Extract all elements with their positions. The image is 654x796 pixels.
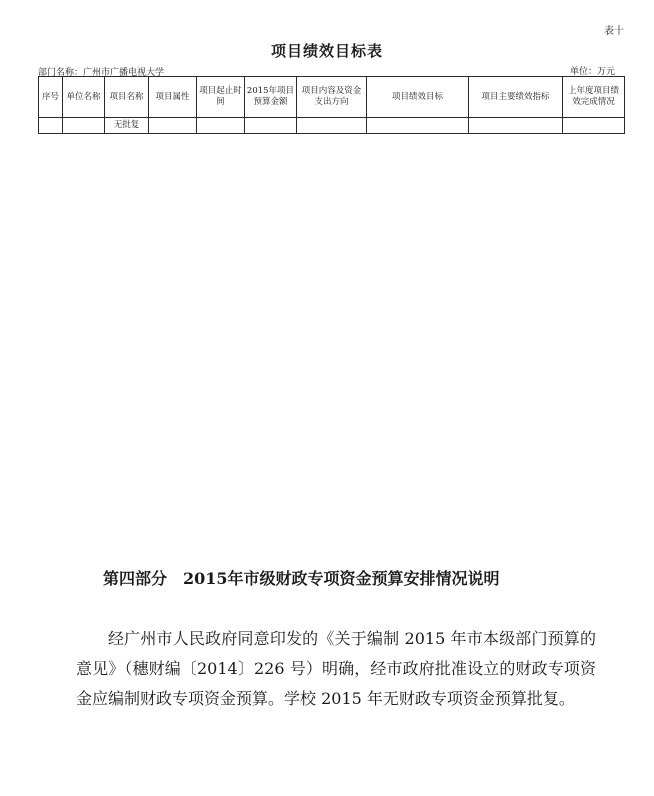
header-main-indicators: 项目主要绩效指标 bbox=[469, 77, 563, 118]
table-cell bbox=[563, 118, 625, 134]
table-cell bbox=[39, 118, 63, 134]
header-performance-target: 项目绩效目标 bbox=[367, 77, 469, 118]
table-header-row bbox=[39, 77, 625, 118]
header-content-direction: 项目内容及资金支出方向 bbox=[297, 77, 367, 118]
section-paragraph: 经广州市人民政府同意印发的《关于编制 2015 年市本级部门预算的意见》（穗财编〔2014〕226 号）明确，经市政府批准设立的财政专项资金应编制财政专项资金预算。学校 2015 年无财政专项资金预算批复。 bbox=[76, 629, 596, 708]
table-cell bbox=[197, 118, 245, 134]
header-project-period: 项目起止时间 bbox=[197, 77, 245, 118]
header-last-year-completion: 上年度项目绩效完成情况 bbox=[563, 77, 625, 118]
header-project-attribute: 项目属性 bbox=[149, 77, 197, 118]
table-cell bbox=[297, 118, 367, 134]
header-project-name: 项目名称 bbox=[105, 77, 149, 118]
department-label: 部门名称：广州市广播电视大学 bbox=[38, 68, 165, 78]
performance-target-table bbox=[38, 76, 625, 134]
unit-label: 单位：万元 bbox=[570, 67, 616, 77]
table-cell bbox=[469, 118, 563, 134]
table-cell: 无批复 bbox=[105, 118, 149, 134]
header-budget-amount: 2015年项目预算金额 bbox=[245, 77, 297, 118]
table-cell bbox=[245, 118, 297, 134]
table-row bbox=[39, 118, 625, 134]
table-number-label: 表十 bbox=[604, 26, 624, 37]
table-cell bbox=[63, 118, 105, 134]
header-unit-name: 单位名称 bbox=[63, 77, 105, 118]
header-index: 序号 bbox=[39, 77, 63, 118]
table-title: 项目绩效目标表 bbox=[270, 42, 383, 60]
table-cell bbox=[149, 118, 197, 134]
table-cell bbox=[367, 118, 469, 134]
section-heading: 第四部分 2015年市级财政专项资金预算安排情况说明 bbox=[103, 569, 500, 588]
